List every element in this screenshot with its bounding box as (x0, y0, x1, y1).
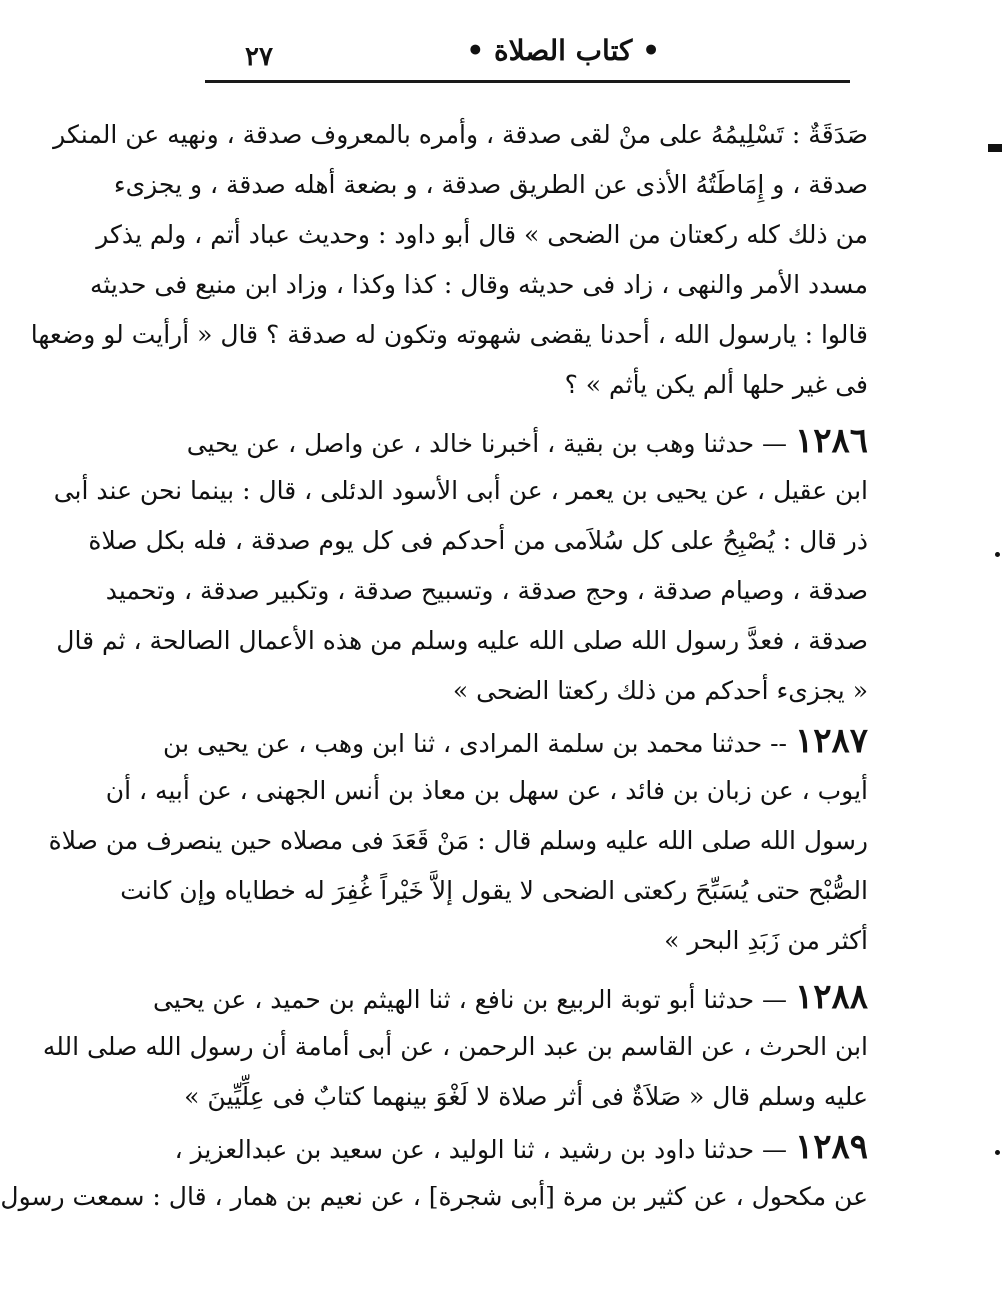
text-line: أكثر من زَبَدِ البحر » (664, 926, 868, 955)
text-line: ابن الحرث ، عن القاسم بن عبد الرحمن ، عن أبى أمامة أن رسول الله صلى الله (42, 1032, 868, 1061)
text-line: من ذلك كله ركعتان من الضحى » قال أبو داود : وحديث عباد أتم ، ولم يذكر (96, 220, 868, 249)
margin-mark (988, 144, 1002, 152)
text-line: أيوب ، عن زبان بن فائد ، عن سهل بن معاذ بن أنس الجهنى ، عن أبيه ، أن (105, 776, 868, 805)
text-line: قالوا : يارسول الله ، أحدنا يقضى شهوته وتكون له صدقة ؟ قال « أرأيت لو وضعها (30, 320, 868, 349)
text-line: « يجزىء أحدكم من ذلك ركعتا الضحى » (452, 676, 868, 705)
margin-dot (995, 1150, 1000, 1155)
hadith-number: ١٢٨٦ (794, 421, 868, 461)
text-line: صدقة ، و إِمَاطَتُهُ الأذى عن الطريق صدقة ، و بضعة أهله صدقة ، و يجزىء (113, 170, 868, 199)
text-line: -- حدثنا محمد بن سلمة المرادى ، ثنا ابن وهب ، عن يحيى بن (163, 729, 787, 758)
text-line: — حدثنا أبو توبة الربيع بن نافع ، ثنا الهيثم بن حميد ، عن يحيى (152, 985, 787, 1014)
hadith-first-line (186, 416, 868, 466)
text-line: رسول الله صلى الله عليه وسلم قال : مَنْ قَعَدَ فى مصلاه حين ينصرف من صلاة (48, 826, 868, 855)
text-line: — حدثنا داود بن رشيد ، ثنا الوليد ، عن سعيد بن عبدالعزيز ، (174, 1135, 787, 1164)
hadith-first-line (163, 716, 868, 766)
text-line: عليه وسلم قال « صَلاَةٌ فى أثر صلاة لا لَغْوَ بينهما كتابٌ فى عِلِّيِّينَ » (184, 1082, 868, 1111)
hadith-number: ١٢٨٩ (794, 1127, 868, 1167)
header-rule (205, 80, 850, 83)
text-line: الصُّبْح حتى يُسَبِّحَ ركعتى الضحى لا يقول إلاَّ خَيْراً غُفِرَ له خطاياه وإن كانت (120, 876, 868, 905)
text-line: مسدد الأمر والنهى ، زاد فى حديثه وقال : كذا وكذا ، وزاد ابن منيع فى حديثه (89, 270, 868, 299)
hadith-first-line (174, 1122, 868, 1172)
margin-dot (995, 552, 1000, 557)
text-line: عن مكحول ، عن كثير بن مرة [أبى شجرة] ، عن نعيم بن همار ، قال : سمعت رسول (0, 1182, 868, 1211)
text-line: — حدثنا وهب بن بقية ، أخبرنا خالد ، عن واصل ، عن يحيى (186, 429, 787, 458)
text-line: صدقة ، وصيام صدقة ، وحج صدقة ، وتسبيح صدقة ، وتكبير صدقة ، وتحميد (105, 576, 868, 605)
hadith-number: ١٢٨٨ (794, 977, 868, 1017)
running-title: • كتاب الصلاة • (466, 34, 660, 67)
text-line: صَدَقَةٌ : تَسْلِيمُهُ على منْ لقى صدقة ، وأمره بالمعروف صدقة ، ونهيه عن المنكر (53, 120, 868, 149)
hadith-first-line (152, 972, 868, 1022)
text-line: فى غير حلها ألم يكن يأثم » ؟ (564, 370, 868, 399)
text-line: ذر قال : يُصْبِحُ على كل سُلاَمى من أحدكم فى كل يوم صدقة ، فله بكل صلاة (88, 526, 868, 555)
hadith-number: ١٢٨٧ (794, 721, 868, 761)
body-text (0, 110, 868, 1222)
text-line: ابن عقيل ، عن يحيى بن يعمر ، عن أبى الأسود الدئلى ، قال : بينما نحن عند أبى (53, 476, 868, 505)
page-header (205, 28, 850, 84)
page-number: ٢٧ (245, 42, 273, 72)
text-line: صدقة ، فعدَّ رسول الله صلى الله عليه وسلم من هذه الأعمال الصالحة ، ثم قال (56, 626, 868, 655)
